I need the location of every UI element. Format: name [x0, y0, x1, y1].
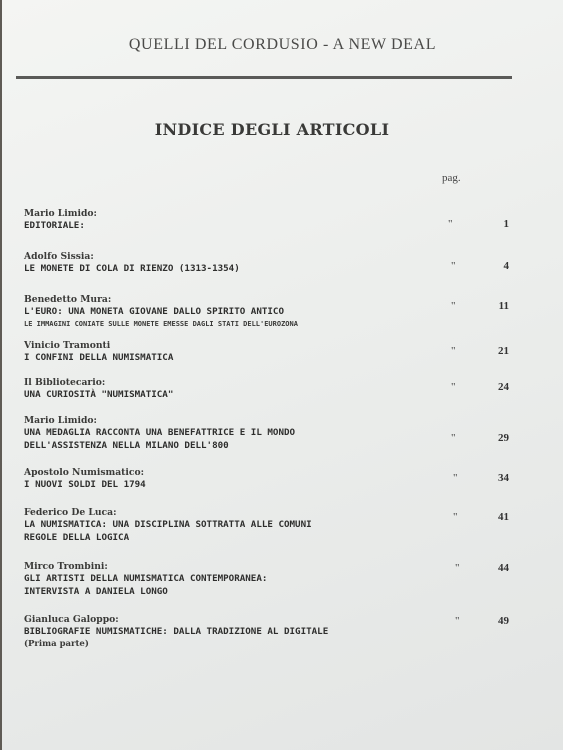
entry-page-number: 29: [498, 432, 509, 444]
entry-title: L'EURO: UNA MONETA GIOVANE DALLO SPIRITO ANTICO: [24, 306, 284, 317]
entry-author: Apostolo Numismatico:: [24, 467, 145, 478]
entry-page-number: 1: [503, 218, 509, 230]
entry-author: Adolfo Sissia:: [24, 251, 94, 262]
entry-page-number: 49: [498, 615, 509, 627]
entry-author: Federico De Luca:: [24, 507, 117, 518]
entry-title: LA NUMISMATICA: UNA DISCIPLINA SOTTRATTA ALLE COMUNI: [24, 519, 312, 530]
ditto-mark: ": [448, 218, 453, 230]
ditto-mark: ": [451, 381, 456, 393]
entry-page-number: 41: [498, 511, 509, 523]
page-column-label: pag.: [442, 172, 461, 184]
entry-subtitle: LE IMMAGINI CONIATE SULLE MONETE EMESSE DAGLI STATI DELL'EUROZONA: [24, 319, 298, 328]
entry-page-number: 24: [498, 381, 509, 393]
entry-page-number: 34: [498, 472, 509, 484]
ditto-mark: ": [451, 345, 456, 357]
ditto-mark: ": [453, 511, 458, 523]
publication-title: QUELLI DEL CORDUSIO - A NEW DEAL: [128, 36, 437, 53]
index-entry: [24, 614, 524, 650]
index-entry: [24, 561, 524, 598]
entry-title: UNA MEDAGLIA RACCONTA UNA BENEFATTRICE E IL MONDO: [24, 427, 296, 438]
header-divider: [16, 76, 512, 79]
entry-title-continued: DELL'ASSISTENZA NELLA MILANO DELL'800: [24, 439, 229, 451]
entry-author: Benedetto Mura:: [24, 294, 112, 305]
entry-author: Gianluca Galoppo:: [24, 614, 119, 625]
index-entry: [24, 467, 524, 492]
entry-title: GLI ARTISTI DELLA NUMISMATICA CONTEMPORANEA:: [24, 573, 268, 584]
entry-title-continued: INTERVISTA A DANIELA LONGO: [24, 585, 168, 597]
entry-title: EDITORIALE:: [24, 220, 85, 231]
entry-page-number: 21: [498, 345, 509, 357]
index-entry: [24, 507, 524, 544]
index-entry: [24, 340, 524, 365]
ditto-mark: ": [455, 562, 460, 574]
entry-title: UNA CURIOSITÀ "NUMISMATICA": [24, 389, 174, 400]
entry-page-number: 44: [498, 562, 509, 574]
entry-title: I NUOVI SOLDI DEL 1794: [24, 479, 146, 490]
entry-author: Mario Limido:: [24, 415, 97, 426]
document-page: [2, 0, 563, 750]
entry-title: LE MONETE DI COLA DI RIENZO (1313-1354): [24, 263, 240, 274]
index-entry: [24, 377, 524, 402]
ditto-mark: ": [451, 300, 456, 312]
entry-author: Mario Limido:: [24, 208, 97, 219]
entry-title: BIBLIOGRAFIE NUMISMATICHE: DALLA TRADIZIONE AL DIGITALE: [24, 626, 329, 637]
entry-title: I CONFINI DELLA NUMISMATICA: [24, 352, 174, 363]
index-title: INDICE DEGLI ARTICOLI: [154, 120, 390, 139]
entry-page-number: 4: [503, 260, 509, 272]
entry-title-continued: REGOLE DELLA LOGICA: [24, 531, 130, 543]
ditto-mark: ": [453, 472, 458, 484]
entry-page-number: 11: [498, 300, 509, 312]
entry-author: Il Bibliotecario:: [24, 377, 106, 388]
index-entry: [24, 415, 524, 452]
ditto-mark: ": [451, 260, 456, 272]
index-entry: [24, 251, 524, 276]
ditto-mark: ": [455, 615, 460, 627]
entry-subtitle: (Prima parte): [24, 638, 89, 649]
entry-author: Vinicio Tramonti: [24, 340, 111, 351]
entry-author: Mirco Trombini:: [24, 561, 108, 572]
index-entry: [24, 294, 524, 330]
ditto-mark: ": [451, 432, 456, 444]
